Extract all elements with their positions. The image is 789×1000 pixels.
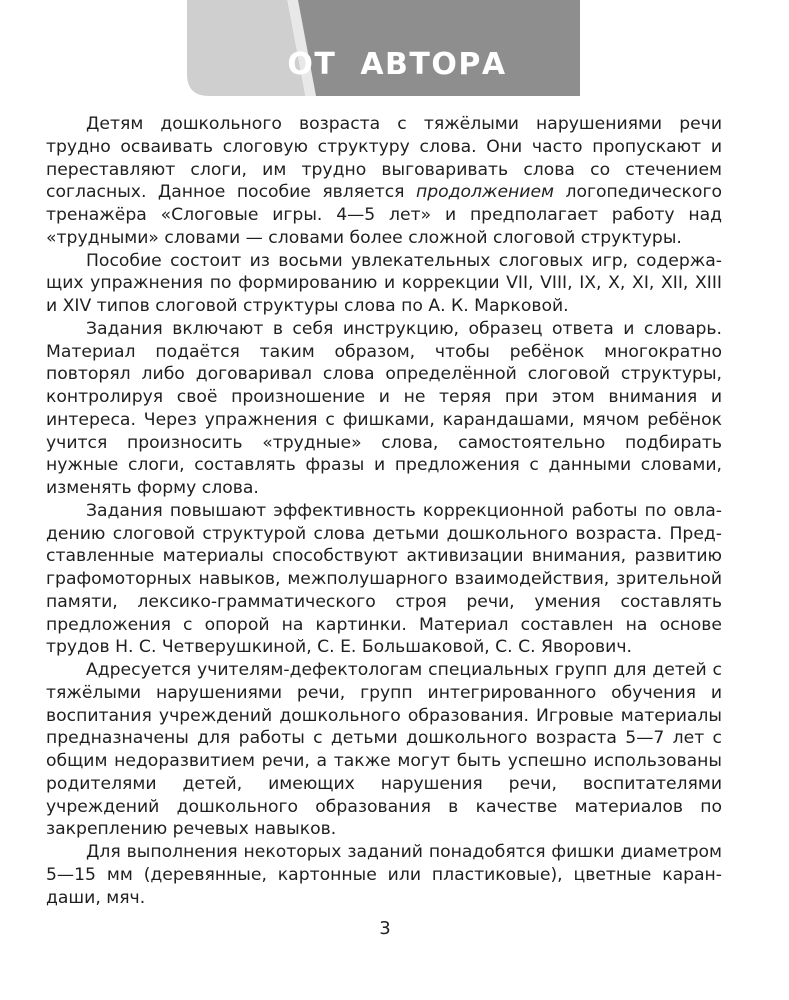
paragraph-intro-emphasis: продолжением bbox=[415, 182, 555, 203]
paragraph-effectiveness: Задания повышают эффективность коррекционной работы по овладению слоговой структурой слова детьми дошкольного возраста. Представленные материалы способствуют активизации внимания, развитию графомоторных навыков, межполушарного взаимодействия, зрительной памяти, лексико-грамматического строя речи, умения составлять предложения с опорой на картинки. Материал составлен на основе трудов Н. С. Четверушкиной, С. Е. Большаковой, С. С. Яворович. bbox=[46, 500, 722, 658]
paragraph-intro-end: логопедического тренажёра «Слоговые игры. 4—5 лет» и предполагает работу над «трудными» словами — словами более сложной слоговой структуры. bbox=[46, 182, 722, 248]
paragraph-materials: Для выполнения некоторых заданий понадобятся фишки диаметром 5—15 мм (деревянные, картонные или пластиковые), цветные карандаши, мяч. bbox=[46, 842, 722, 908]
author-foreword-text bbox=[46, 113, 722, 909]
page-number: 3 bbox=[379, 918, 391, 939]
paragraph-audience: Адресуется учителям-дефектологам специальных групп для детей с тяжёлыми нарушениями речи, групп интегрированного обучения и воспитания учреждений дошкольного образования. Игровые материалы предназначены для работы с детьми дошкольного возраста 5—7 лет с общим недоразвитием речи, а также могут быть успешно использованы родителями детей, имеющих нарушения речи, воспитателями учреждений дошкольного образования в качестве материалов по закреплению речевых навыков. bbox=[46, 660, 722, 840]
paragraph-tasks: Задания включают в себя инструкцию, образец ответа и словарь. Материал подаётся таким образом, чтобы ребёнок многократно повторял либо договаривал слова определённой слоговой структуры, контролируя своё произношение и не теряя при этом внимания и интереса. Через упражнения с фишками, карандашами, мячом ребёнок учится произносить «трудные» слова, самостоятельно подбирать нужные слоги, составлять фразы и предложения с данными словами, изменять форму слова. bbox=[46, 318, 722, 498]
page-title: ОТ АВТОРА bbox=[287, 47, 507, 82]
paragraph-games: Пособие состоит из восьми увлекательных слоговых игр, содержащих упражнения по формированию и коррекции VII, VIII, IX, X, XI, XII, XIII и XIV типов слоговой структуры слова по А. К. Марковой. bbox=[46, 250, 722, 316]
paragraph-intro-start: Детям дошкольного возраста с тяжёлыми нарушениями речи трудно осваивать слоговую структуру слова. Они часто пропускают и переставляют слоги, им трудно выговаривать слова со стечением согласных. Данное пособие является bbox=[46, 114, 722, 203]
paragraph-intro bbox=[46, 113, 722, 250]
